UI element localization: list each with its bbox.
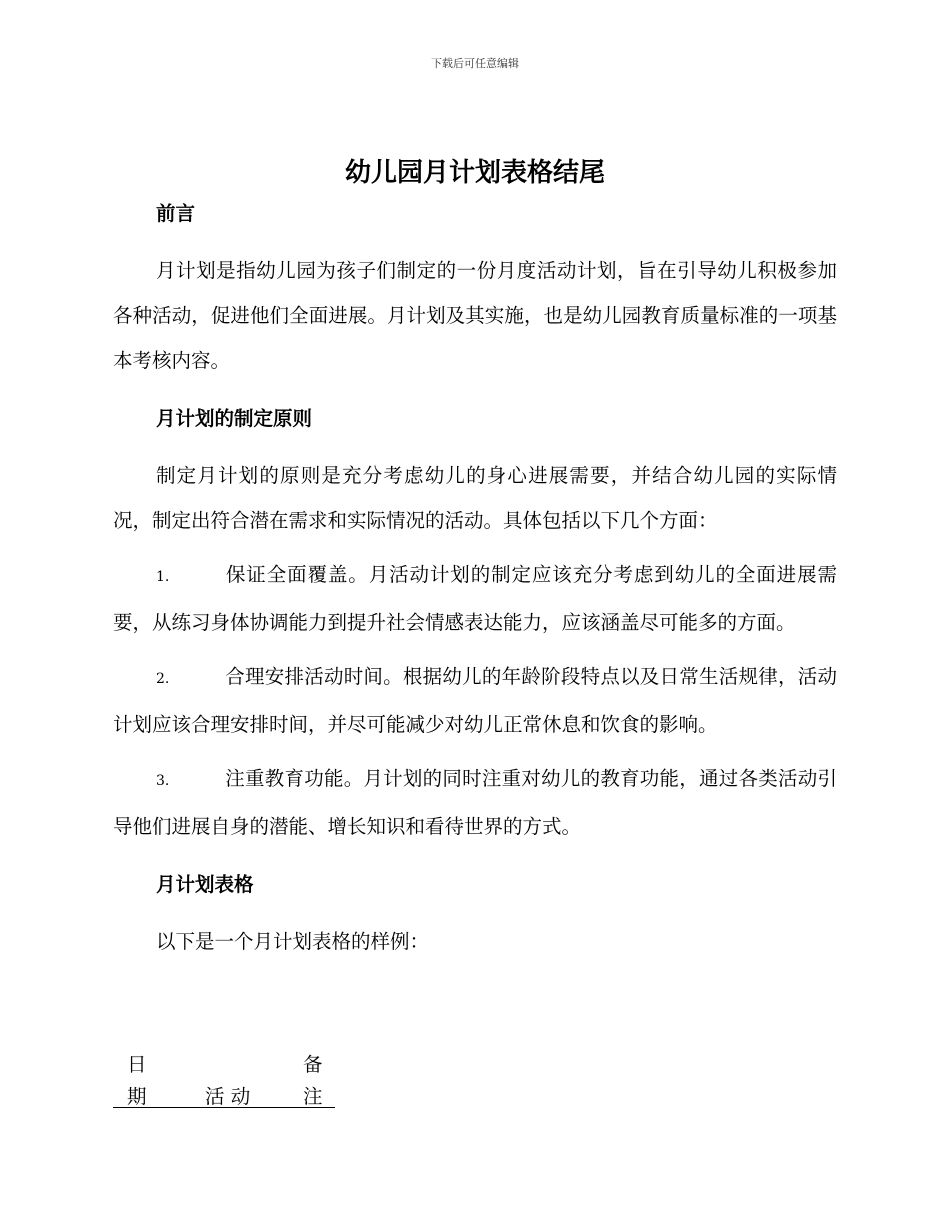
table-heading: 月计划表格 xyxy=(156,873,254,896)
principle-item-1 xyxy=(113,552,837,645)
table-header-row xyxy=(113,1045,335,1107)
table-intro: 以下是一个月计划表格的样例： xyxy=(156,930,430,953)
preface-paragraph: 月计划是指幼儿园为孩子们制定的一份月度活动计划，旨在引导幼儿积极参加各种活动，促进他们全面进展。月计划及其实施，也是幼儿园教育质量标准的一项基本考核内容。 xyxy=(113,259,837,372)
list-item-text: 注重教育功能。月计划的同时注重对幼儿的教育功能，通过各类活动引导他们进展自身的潜能、增长知识和看待世界的方式。 xyxy=(113,767,837,838)
table-header-date-1: 日 xyxy=(127,1053,147,1076)
list-number: 3. xyxy=(156,773,170,789)
principles-heading: 月计划的制定原则 xyxy=(156,407,313,430)
plan-table xyxy=(113,1045,335,1108)
table-header-notes-2: 注 xyxy=(303,1085,323,1108)
table-header-date-2: 期 xyxy=(127,1085,147,1108)
table-header-activity: 活 动 xyxy=(205,1085,251,1108)
principles-paragraph: 制定月计划的原则是充分考虑幼儿的身心进展需要，并结合幼儿园的实际情况，制定出符合潜在需求和实际情况的活动。具体包括以下几个方面： xyxy=(113,464,837,532)
principle-item-3 xyxy=(113,756,837,849)
principle-item-2 xyxy=(113,654,837,747)
table-header-notes-1: 备 xyxy=(303,1053,323,1076)
page-header: 下载后可任意编辑 xyxy=(431,57,519,70)
list-item-text: 合理安排活动时间。根据幼儿的年龄阶段特点以及日常生活规律，活动计划应该合理安排时间，并尽可能减少对幼儿正常休息和饮食的影响。 xyxy=(113,665,837,736)
preface-heading: 前言 xyxy=(156,202,196,225)
document-body xyxy=(113,196,837,973)
list-number: 1. xyxy=(156,569,170,585)
list-item-text: 保证全面覆盖。月活动计划的制定应该充分考虑到幼儿的全面进展需要，从练习身体协调能力到提升社会情感表达能力，应该涵盖尽可能多的方面。 xyxy=(113,563,837,634)
list-number: 2. xyxy=(156,671,170,687)
document-title: 幼儿园月计划表格结尾 xyxy=(344,158,605,188)
